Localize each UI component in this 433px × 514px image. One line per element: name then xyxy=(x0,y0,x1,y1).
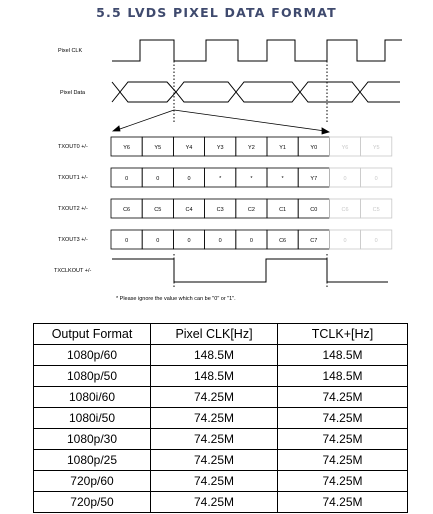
table-cell: 720p/50 xyxy=(34,492,151,513)
header-pixel-clk: Pixel CLK[Hz] xyxy=(151,324,278,345)
faded-bit-label: 0 xyxy=(374,176,378,182)
table-cell: 74.25M xyxy=(151,408,278,429)
output-format-table xyxy=(33,323,408,513)
table-cell: 720p/60 xyxy=(34,471,151,492)
table-row xyxy=(34,408,408,429)
bit-label: Y7 xyxy=(310,176,318,182)
table-cell: 148.5M xyxy=(151,366,278,387)
bit-label: 0 xyxy=(187,176,191,182)
txout3-label: TXOUT3 +/- xyxy=(58,237,88,243)
table-cell: 148.5M xyxy=(278,366,408,387)
reference-dotted-lines xyxy=(174,40,327,288)
faded-bit-label: C5 xyxy=(372,207,380,213)
txclkout-label: TXCLKOUT +/- xyxy=(54,268,92,274)
table-row xyxy=(34,366,408,387)
bit-label: C5 xyxy=(154,207,162,213)
table-cell: 74.25M xyxy=(151,429,278,450)
bit-label: 0 xyxy=(156,176,160,182)
bit-label: C6 xyxy=(123,207,131,213)
bit-label: Y1 xyxy=(279,145,286,151)
table-cell: 74.25M xyxy=(151,492,278,513)
table-cell: 74.25M xyxy=(151,450,278,471)
table-cell: 74.25M xyxy=(278,471,408,492)
bit-label: C0 xyxy=(310,207,318,213)
bit-label: 0 xyxy=(156,238,160,244)
table-cell: 74.25M xyxy=(278,408,408,429)
bit-label: C6 xyxy=(279,238,287,244)
bit-label: 0 xyxy=(249,238,253,244)
txout0-label: TXOUT0 +/- xyxy=(58,144,88,150)
table-row xyxy=(34,429,408,450)
txclkout-waveform xyxy=(112,259,388,282)
table-cell: 74.25M xyxy=(151,471,278,492)
bit-label: 0 xyxy=(125,176,129,182)
bit-label: Y4 xyxy=(185,145,193,151)
faded-bit-label: 0 xyxy=(343,238,347,244)
table-row xyxy=(34,492,408,513)
pixel-clk-waveform xyxy=(112,40,402,61)
bit-label: C4 xyxy=(185,207,193,213)
bit-label: C1 xyxy=(279,207,287,213)
bit-label: * xyxy=(250,176,253,182)
faded-bit-label: 0 xyxy=(343,176,347,182)
bit-label: 0 xyxy=(187,238,191,244)
table-cell: 148.5M xyxy=(278,345,408,366)
table-cell: 1080p/60 xyxy=(34,345,151,366)
table-cell: 1080i/60 xyxy=(34,387,151,408)
bit-label: C3 xyxy=(216,207,224,213)
bit-label: 0 xyxy=(125,238,129,244)
txout1-label: TXOUT1 +/- xyxy=(58,175,88,181)
table-cell: 148.5M xyxy=(151,345,278,366)
table-cell: 74.25M xyxy=(278,492,408,513)
table-cell: 74.25M xyxy=(278,450,408,471)
section-title: 5.5 LVDS PIXEL DATA FORMAT xyxy=(96,5,337,20)
table-cell: 1080p/30 xyxy=(34,429,151,450)
table-row xyxy=(34,387,408,408)
table-cell: 74.25M xyxy=(151,387,278,408)
table-cell: 1080p/50 xyxy=(34,366,151,387)
faded-bit-label: Y5 xyxy=(372,145,380,151)
pixel-clk-label: Pixel CLK xyxy=(58,48,83,54)
table-row xyxy=(34,471,408,492)
table-cell: 74.25M xyxy=(278,387,408,408)
bit-label: Y5 xyxy=(154,145,162,151)
bit-label: C2 xyxy=(247,207,255,213)
bit-label: Y0 xyxy=(310,145,318,151)
pixel-data-label: Pixel Data xyxy=(60,90,86,96)
pixel-data-waveform xyxy=(112,82,400,102)
faded-bit-label: Y6 xyxy=(341,145,349,151)
bit-label: * xyxy=(281,176,284,182)
header-tclk: TCLK+[Hz] xyxy=(278,324,408,345)
table-cell: 1080p/25 xyxy=(34,450,151,471)
table-row xyxy=(34,450,408,471)
bit-label: Y6 xyxy=(123,145,130,151)
table-cell: 1080i/50 xyxy=(34,408,151,429)
bit-label: Y2 xyxy=(248,145,255,151)
txout2-label: TXOUT2 +/- xyxy=(58,206,88,212)
table-header-row xyxy=(34,324,408,345)
bit-label: Y3 xyxy=(216,145,224,151)
faded-bit-label: C6 xyxy=(341,207,349,213)
bit-label: 0 xyxy=(218,238,222,244)
header-output-format: Output Format xyxy=(34,324,151,345)
faded-bit-label: 0 xyxy=(374,238,378,244)
diagram-footnote: * Please ignore the value which can be "0" or "1". xyxy=(116,296,236,302)
bit-label: C7 xyxy=(310,238,318,244)
table-cell: 74.25M xyxy=(278,429,408,450)
txout-rows xyxy=(111,137,392,249)
mapping-arrows xyxy=(113,110,329,134)
bit-label: * xyxy=(219,176,222,182)
table-row xyxy=(34,345,408,366)
